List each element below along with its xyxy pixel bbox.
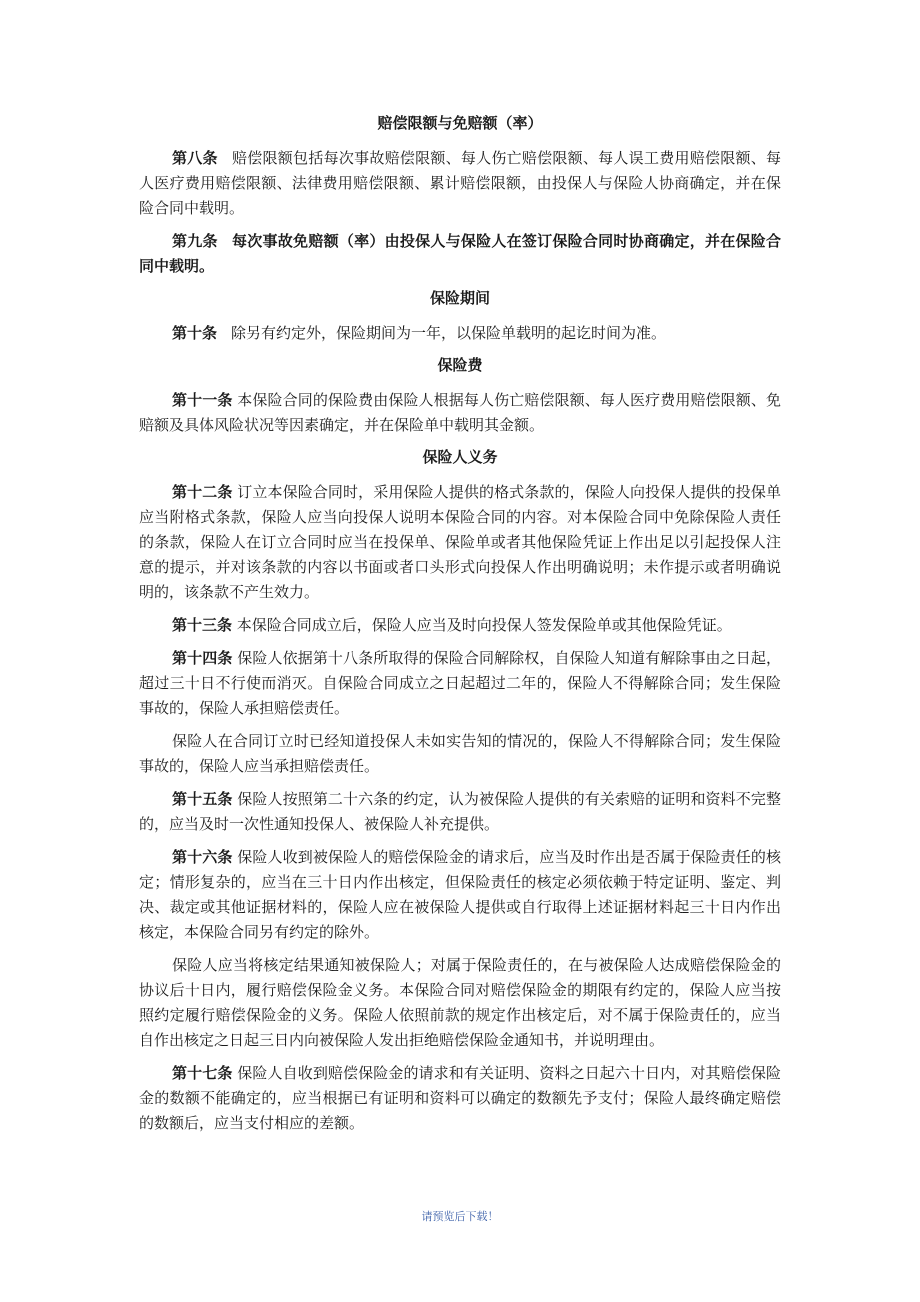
clause-paragraph (139, 953, 781, 1053)
article-number: 第九条 (172, 232, 218, 250)
clause-paragraph (139, 613, 781, 638)
clause-paragraph (139, 646, 781, 721)
article-number: 第十一条 (172, 391, 233, 409)
clause-paragraph (139, 787, 781, 837)
clause-paragraph (139, 146, 781, 221)
article-number: 第十五条 (172, 790, 233, 808)
clause-paragraph (139, 229, 781, 279)
clause-text: 订立本保险合同时，采用保险人提供的格式条款的，保险人向投保人提供的投保单应当附格式条款，保险人应当向投保人说明本保险合同的内容。对本保险合同中免除保险人责任的条款，保险人在订立合同时应当在投保单、保险单或者其他保险凭证上作出足以引起投保人注意的提示，并对该条款的内容以书面或者口头形式向投保人作出明确说明；未作提示或者明确说明的，该条款不产生效力。 (139, 483, 781, 601)
clause-paragraph (139, 388, 781, 438)
clause-paragraph (139, 321, 781, 346)
article-number: 第八条 (172, 149, 218, 167)
clause-text: 保险人自收到赔偿保险金的请求和有关证明、资料之日起六十日内，对其赔偿保险金的数额不能确定的，应当根据已有证明和资料可以确定的数额先予支付；保险人最终确定赔偿的数额后，应当支付相应的差额。 (139, 1064, 781, 1132)
clause-text: 保险人在合同订立时已经知道投保人未如实告知的情况的，保险人不得解除合同；发生保险事故的，保险人应当承担赔偿责任。 (139, 732, 781, 775)
clause-text: 除另有约定外，保险期间为一年，以保险单载明的起讫时间为准。 (231, 324, 667, 342)
clause-paragraph (139, 729, 781, 779)
article-number: 第十二条 (172, 483, 233, 501)
clause-paragraph (139, 1061, 781, 1136)
section-heading: 保险费 (437, 356, 483, 374)
clause-text: 保险人收到被保险人的赔偿保险金的请求后，应当及时作出是否属于保险责任的核定；情形复杂的，应当在三十日内作出核定，但保险责任的核定必须依赖于特定证明、鉴定、判决、裁定或其他证据材料的，保险人应在被保险人提供或自行取得上述证据材料起三十日内作出核定，本保险合同另有约定的除外。 (139, 848, 781, 941)
article-number: 第十三条 (172, 616, 233, 634)
clause-text: 本保险合同的保险费由保险人根据每人伤亡赔偿限额、每人医疗费用赔偿限额、免赔额及具体风险状况等因素确定，并在保险单中载明其金额。 (139, 391, 781, 434)
section-heading: 保险期间 (429, 289, 490, 307)
clause-text: 每次事故免赔额（率）由投保人与保险人在签订保险合同时协商确定，并在保险合同中载明。 (139, 232, 781, 275)
article-number: 第十条 (172, 324, 218, 342)
download-notice: 请预览后下载！ (421, 1210, 499, 1223)
article-number: 第十六条 (172, 848, 233, 866)
clause-text: 本保险合同成立后，保险人应当及时向投保人签发保险单或其他保险凭证。 (236, 616, 732, 634)
clause-text: 保险人依据第十八条所取得的保险合同解除权，自保险人知道有解除事由之日起，超过三十日不行使而消灭。自保险合同成立之日起超过二年的，保险人不得解除合同；发生保险事故的，保险人承担赔偿责任。 (139, 649, 781, 717)
article-number: 第十四条 (172, 649, 233, 667)
clause-text: 赔偿限额包括每次事故赔偿限额、每人伤亡赔偿限额、每人误工费用赔偿限额、每人医疗费用赔偿限额、法律费用赔偿限额、累计赔偿限额，由投保人与保险人协商确定，并在保险合同中载明。 (139, 149, 781, 217)
clause-paragraph (139, 480, 781, 605)
clause-text: 保险人按照第二十六条的约定，认为被保险人提供的有关索赔的证明和资料不完整的，应当及时一次性通知投保人、被保险人补充提供。 (139, 790, 781, 833)
document-body (139, 112, 781, 1144)
section-heading: 赔偿限额与免赔额（率） (377, 114, 543, 132)
article-number: 第十七条 (172, 1064, 233, 1082)
section-heading: 保险人义务 (422, 448, 498, 466)
clause-text: 保险人应当将核定结果通知被保险人；对属于保险责任的，在与被保险人达成赔偿保险金的协议后十日内，履行赔偿保险金义务。本保险合同对赔偿保险金的期限有约定的，保险人应当按照约定履行赔偿保险金的义务。保险人依照前款的规定作出核定后，对不属于保险责任的，应当自作出核定之日起三日内向被保险人发出拒绝赔偿保险金通知书，并说明理由。 (139, 956, 781, 1049)
clause-paragraph (139, 845, 781, 945)
